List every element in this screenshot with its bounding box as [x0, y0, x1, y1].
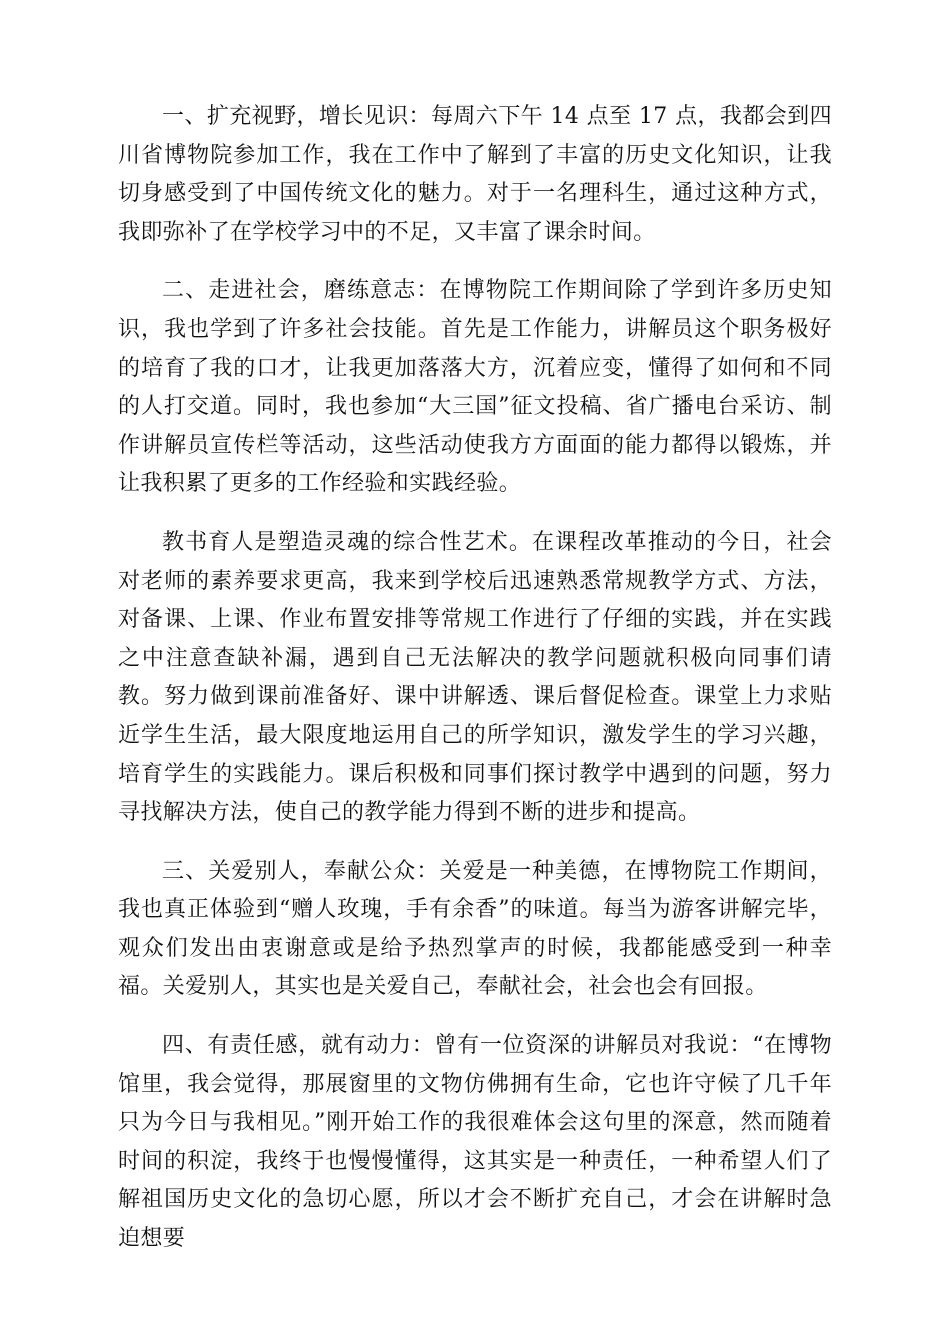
paragraph-expand-horizons: 一、扩充视野，增长见识：每周六下午 14 点至 17 点，我都会到四川省博物院参加工作，我在工作中了解到了丰富的历史文化知识，让我切身感受到了中国传统文化的魅力。对于一名理科生，通过这种方式，我即弥补了在学校学习中的不足，又丰富了课余时间。: [118, 104, 832, 245]
document-page: [118, 98, 832, 1279]
paragraph-teaching: 教书育人是塑造灵魂的综合性艺术。在课程改革推动的今日，社会对老师的素养要求更高，我来到学校后迅速熟悉常规教学方式、方法，对备课、上课、作业布置安排等常规工作进行了仔细的实践，并在实践之中注意查缺补漏，遇到自己无法解决的教学问题就积极向同事们请教。努力做到课前准备好、课中讲解透、课后督促检查。课堂上力求贴近学生生活，最大限度地运用自己的所学知识，激发学生的学习兴趣，培育学生的实践能力。课后积极和同事们探讨教学中遇到的问题，努力寻找解决方法，使自己的教学能力得到不断的进步和提高。: [118, 529, 832, 826]
paragraph-care-for-others: 三、关爱别人，奉献公众：关爱是一种美德，在博物院工作期间，我也真正体验到“赠人玫瑰，手有余香”的味道。每当为游客讲解完毕，观众们发出由衷谢意或是给予热烈掌声的时候，我都能感受到一种幸福。关爱别人，其实也是关爱自己，奉献社会，社会也会有回报。: [118, 858, 832, 1000]
paragraph-enter-society: 二、走进社会，磨练意志：在博物院工作期间除了学到许多历史知识，我也学到了许多社会技能。首先是工作能力，讲解员这个职务极好的培育了我的口才，让我更加落落大方，沉着应变，懂得了如何和不同的人打交道。同时，我也参加“大三国”征文投稿、省广播电台采访、制作讲解员宣传栏等活动，这些活动使我方方面面的能力都得以锻炼，并让我积累了更多的工作经验和实践经验。: [118, 278, 832, 497]
paragraph-responsibility: 四、有责任感，就有动力：曾有一位资深的讲解员对我说：“在博物馆里，我会觉得，那展窗里的文物仿佛拥有生命，它也许守候了几千年只为今日与我相见。”刚开始工作的我很难体会这句里的深意，然而随着时间的积淀，我终于也慢慢懂得，这其实是一种责任，一种希望人们了解祖国历史文化的急切心愿，所以才会不断扩充自己，才会在讲解时急迫想要: [118, 1033, 832, 1252]
